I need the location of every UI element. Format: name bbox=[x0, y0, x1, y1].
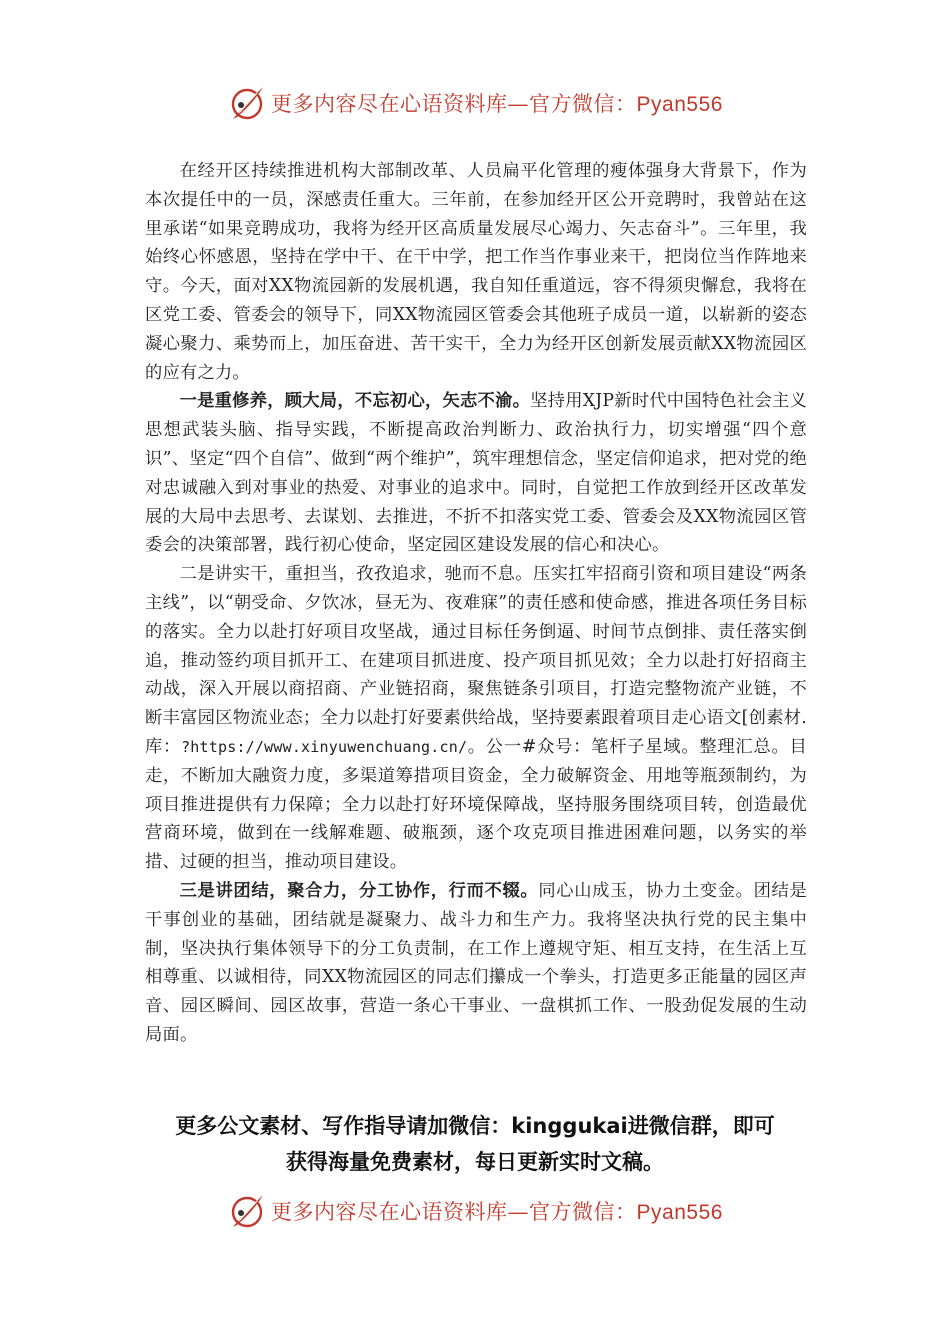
quill-pen-logo-icon bbox=[227, 1191, 267, 1231]
header-banner-text: 更多内容尽在心语资料库—官方微信：Pyan556 bbox=[271, 92, 723, 116]
source-url: ?https://www.xinyuwenchuang.cn/ bbox=[181, 737, 468, 756]
source-note: 心语文[创素材.库： bbox=[145, 708, 807, 757]
point-three-heading: 三是讲团结，聚合力，分工协作，行而不辍。 bbox=[179, 880, 539, 901]
footer-banner-text: 更多内容尽在心语资料库—官方微信：Pyan556 bbox=[271, 1200, 723, 1224]
point-one-heading: 一是重修养，顾大局，不忘初心，矢志不渝。 bbox=[179, 391, 531, 412]
header-banner bbox=[0, 80, 950, 126]
footer-banner bbox=[0, 1188, 950, 1234]
promo-notice bbox=[100, 1108, 850, 1180]
paragraph-point-three: 三是讲团结，聚合力，分工协作，行而不辍。同心山成玉，协力土变金。团结是干事创业的基础，团结就是凝聚力、战斗力和生产力。我将坚决执行党的民主集中制，坚决执行集体领导下的分工负责制，在工作上遵规守矩、相互支持，在生活上互相尊重、以诚相待，同XX物流园区的同志们攥成一个拳头，打造更多正能量的园区声音、园区瞬间、园区故事，营造一条心干事业、一盘棋抓工作、一股劲促发展的生动局面。 bbox=[145, 880, 807, 1045]
paragraph-point-one: 一是重修养，顾大局，不忘初心，矢志不渝。坚持用XJP新时代中国特色社会主义思想武装头脑、指导实践，不断提高政治判断力、政治执行力，切实增强“四个意识”、坚定“四个自信”、做到“两个维护”，筑牢理想信念，坚定信仰追求，把对党的绝对忠诚融入到对事业的热爱、对事业的追求中。同时，自觉把工作放到经开区改革发展的大局中去思考、去谋划、去推进，不折不扣落实党工委、管委会及XX物流园区管委会的决策部署，践行初心使命，坚定园区建设发展的信心和决心。 bbox=[145, 391, 807, 556]
paragraph-intro: 在经开区持续推进机构大部制改革、人员扁平化管理的瘦体强身大背景下，作为本次提任中的一员，深感责任重大。三年前，在参加经开区公开竞聘时，我曾站在这里承诺“如果竞聘成功，我将为经开区高质量发展尽心竭力、矢志奋斗”。三年里，我始终心怀感恩，坚持在学中干、在干中学，把工作当作事业来干，把岗位当作阵地来守。今天，面对XX物流园新的发展机遇，我自知任重道远，容不得须臾懈怠，我将在区党工委、管委会的领导下，同XX物流园区管委会其他班子成员一道，以崭新的姿态凝心聚力、乘势而上，加压奋进、苦干实干，全力为经开区创新发展贡献XX物流园区的应有之力。 bbox=[145, 161, 807, 383]
paragraph-point-two: 二是讲实干，重担当，孜孜追求，驰而不息。压实扛牢招商引资和项目建设“两条主线”，以“朝受命、夕饮冰，昼无为、夜难寐”的责任感和使命感，推进各项任务目标的落实。全力以赴打好项目攻坚战，通过目标任务倒逼、时间节点倒排、责任落实倒追，推动签约项目抓开工、在建项目抓进度、投产项目抓见效；全力以赴打好招商主动战，深入开展以商招商、产业链招商，聚焦链条引项目，打造完整物流产业链，不断丰富园区物流业态；全力以赴打好要素供给战，坚持要素跟着项目走心语文[创素材.库：?https://www.xinyuwenchuang.cn/。公一#众号：笔杆子星域。整理汇总。目走，不断加大融资力度，多渠道筹措项目资金，全力破解资金、用地等瓶颈制约，为项目推进提供有力保障；全力以赴打好环境保障战，坚持服务围绕项目转，创造最优营商环境，做到在一线解难题、破瓶颈，逐个攻克项目推进困难问题，以务实的举措、过硬的担当，推动项目建设。 bbox=[145, 564, 807, 873]
footer-wechat-id: Pyan556 bbox=[636, 1201, 723, 1224]
header-wechat-id: Pyan556 bbox=[636, 93, 723, 116]
quill-pen-logo-icon bbox=[227, 83, 267, 123]
document-body bbox=[145, 157, 807, 1050]
promo-line-2: 获得海量免费素材，每日更新实时文稿。 bbox=[286, 1150, 664, 1174]
promo-line-1: 更多公文素材、写作指导请加微信：kinggukai进微信群，即可 bbox=[175, 1114, 775, 1138]
